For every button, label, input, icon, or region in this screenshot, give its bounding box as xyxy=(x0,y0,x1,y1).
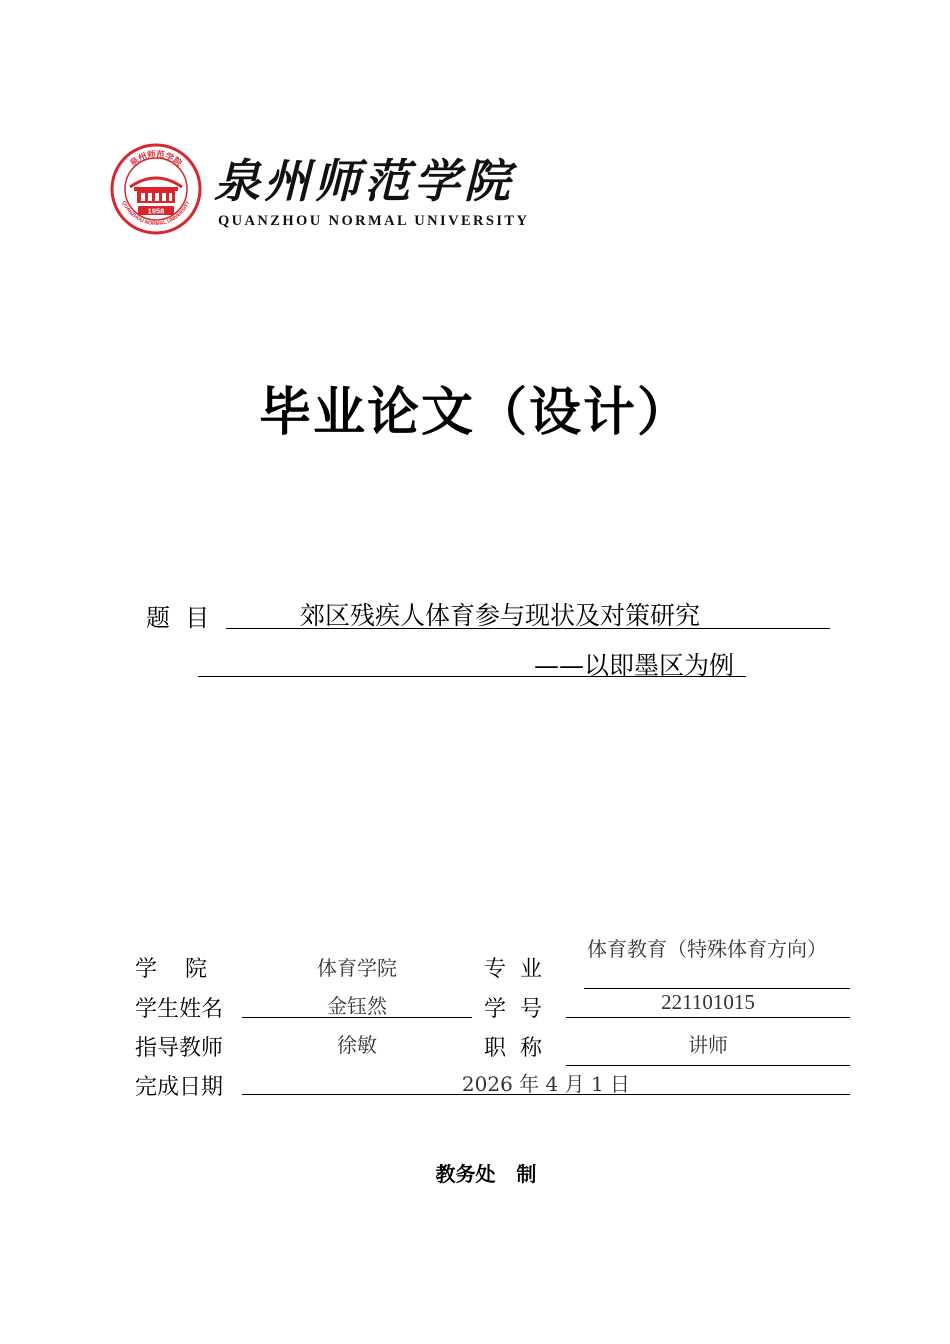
major-field: 体育教育（特殊体育方向） xyxy=(584,937,850,989)
svg-text:QUANZHOU NORMAL UNIVERSITY: QUANZHOU NORMAL UNIVERSITY xyxy=(120,200,192,228)
completion-date-field: 2026 年 4 月 1 日 xyxy=(242,1068,850,1095)
svg-text:泉州师范学院: 泉州师范学院 xyxy=(128,149,184,169)
university-logo xyxy=(110,143,530,233)
university-name-cn: 泉州师范学院 xyxy=(214,154,514,208)
document-title: 毕业论文（设计） xyxy=(258,383,691,443)
student-name-field: 金钰然 xyxy=(242,990,472,1018)
advisor-field: 徐敏 xyxy=(337,1033,377,1057)
student-name-label: 学生姓名 xyxy=(135,997,224,1022)
completion-date-label: 完成日期 xyxy=(135,1075,224,1100)
topic-text-line1: 郊区残疾人体育参与现状及对策研究 xyxy=(300,601,701,630)
title-rank-field: 讲师 xyxy=(566,1029,850,1066)
issuer-note: 教务处 制 xyxy=(435,1162,537,1186)
college-label: 学 院 xyxy=(135,957,207,982)
major-label: 专 业 xyxy=(484,957,542,982)
topic-field-line1 xyxy=(226,596,830,629)
topic-label: 题 目 xyxy=(146,604,210,632)
advisor-label: 指导教师 xyxy=(135,1036,224,1061)
student-id-label: 学 号 xyxy=(484,997,542,1022)
college-field: 体育学院 xyxy=(317,956,397,980)
topic-field-line2 xyxy=(198,646,746,680)
university-name-en: QUANZHOU NORMAL UNIVERSITY xyxy=(218,213,530,229)
student-id-field: 221101015 xyxy=(566,990,850,1018)
topic-text-line2: ——以即墨区为例 xyxy=(533,651,734,680)
title-rank-label: 职 称 xyxy=(484,1036,542,1061)
svg-text:1958: 1958 xyxy=(147,206,165,216)
university-seal-icon xyxy=(110,143,202,235)
